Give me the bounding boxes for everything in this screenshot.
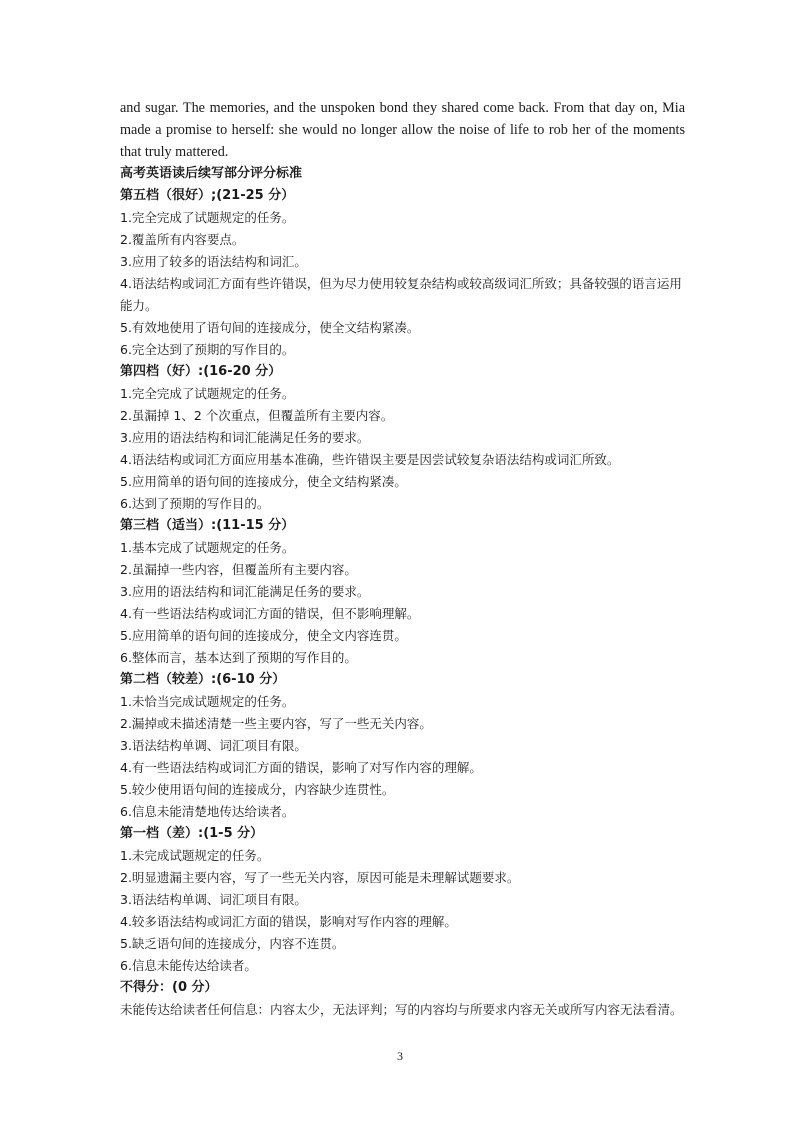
criterion-item: 6.整体而言，基本达到了预期的写作目的。	[120, 650, 357, 665]
criterion-item: 4.有一些语法结构或词汇方面的错误，但不影响理解。	[120, 606, 420, 621]
zero-score-heading: 不得分：(0 分）	[120, 980, 218, 995]
criterion-item: 5.应用简单的语句间的连接成分，使全文结构紧凑。	[120, 474, 407, 489]
criterion-item: 2.覆盖所有内容要点。	[120, 232, 245, 247]
criterion-item: 2.漏掉或未描述清楚一些主要内容，写了一些无关内容。	[120, 716, 432, 731]
criterion-item: 2.明显遗漏主要内容，写了一些无关内容，原因可能是未理解试题要求。	[120, 870, 520, 885]
criterion-item: 4.有一些语法结构或词汇方面的错误，影响了对写作内容的理解。	[120, 760, 482, 775]
criterion-item: 5.缺乏语句间的连接成分，内容不连贯。	[120, 936, 345, 951]
criterion-item: 3.应用的语法结构和词汇能满足任务的要求。	[120, 584, 370, 599]
criterion-item: 2.虽漏掉一些内容，但覆盖所有主要内容。	[120, 562, 357, 577]
level-3-section	[120, 515, 685, 669]
criterion-item: 1.未恰当完成试题规定的任务。	[120, 694, 295, 709]
criterion-item: 2.虽漏掉 1、2 个次重点，但覆盖所有主要内容。	[120, 408, 394, 423]
criterion-item: 3.应用了较多的语法结构和词汇。	[120, 254, 307, 269]
level-heading: 第二档（较差）:(6-10 分）	[120, 672, 286, 687]
level-2-section	[120, 669, 685, 823]
criterion-item: 1.完全完成了试题规定的任务。	[120, 210, 295, 225]
criterion-item: 6.完全达到了预期的写作目的。	[120, 342, 295, 357]
criterion-item: 5.应用简单的语句间的连接成分，使全文内容连贯。	[120, 628, 407, 643]
criterion-item: 6.达到了预期的写作目的。	[120, 496, 270, 511]
level-heading: 第五档（很好）;(21-25 分）	[120, 188, 295, 203]
criterion-item: 1.未完成试题规定的任务。	[120, 848, 270, 863]
criterion-item: 1.基本完成了试题规定的任务。	[120, 540, 295, 555]
level-heading: 第三档（适当）:(11-15 分）	[120, 518, 295, 533]
criterion-item: 3.语法结构单调、词汇项目有限。	[120, 892, 307, 907]
criterion-item: 4.语法结构或词汇方面有些许错误，但为尽力使用较复杂结构或较高级词汇所致；具备较强的语言运用能力。	[120, 276, 682, 313]
document-title: 高考英语读后续写部分评分标准	[120, 166, 303, 181]
level-1-section	[120, 823, 685, 977]
criterion-item: 5.较少使用语句间的连接成分，内容缺少连贯性。	[120, 782, 395, 797]
page-content	[120, 97, 685, 1021]
level-heading: 第一档（差）:(1-5 分）	[120, 826, 264, 841]
criterion-item: 4.较多语法结构或词汇方面的错误，影响对写作内容的理解。	[120, 914, 457, 929]
criterion-item: 3.语法结构单调、词汇项目有限。	[120, 738, 307, 753]
criterion-item: 6.信息未能清楚地传达给读者。	[120, 804, 295, 819]
zero-score-text: 未能传达给读者任何信息：内容太少，无法评判；写的内容均与所要求内容无关或所写内容无法看清。	[120, 1002, 683, 1017]
level-5-section	[120, 185, 685, 361]
zero-score-section	[120, 977, 685, 1021]
intro-paragraph: and sugar. The memories, and the unspoken bond they shared come back. From that day on, Mia made a promise to herself: she would no longer allow the noise of life to rob her of the moments that truly mattered.	[120, 100, 685, 160]
criterion-item: 4.语法结构或词汇方面应用基本准确，些许错误主要是因尝试较复杂语法结构或词汇所致。	[120, 452, 620, 467]
page-number: 3	[397, 1049, 403, 1063]
level-4-section	[120, 361, 685, 515]
criterion-item: 3.应用的语法结构和词汇能满足任务的要求。	[120, 430, 370, 445]
level-heading: 第四档（好）:(16-20 分）	[120, 364, 282, 379]
criterion-item: 5.有效地使用了语句间的连接成分，使全文结构紧凑。	[120, 320, 420, 335]
criterion-item: 1.完全完成了试题规定的任务。	[120, 386, 295, 401]
criterion-item: 6.信息未能传达给读者。	[120, 958, 257, 973]
